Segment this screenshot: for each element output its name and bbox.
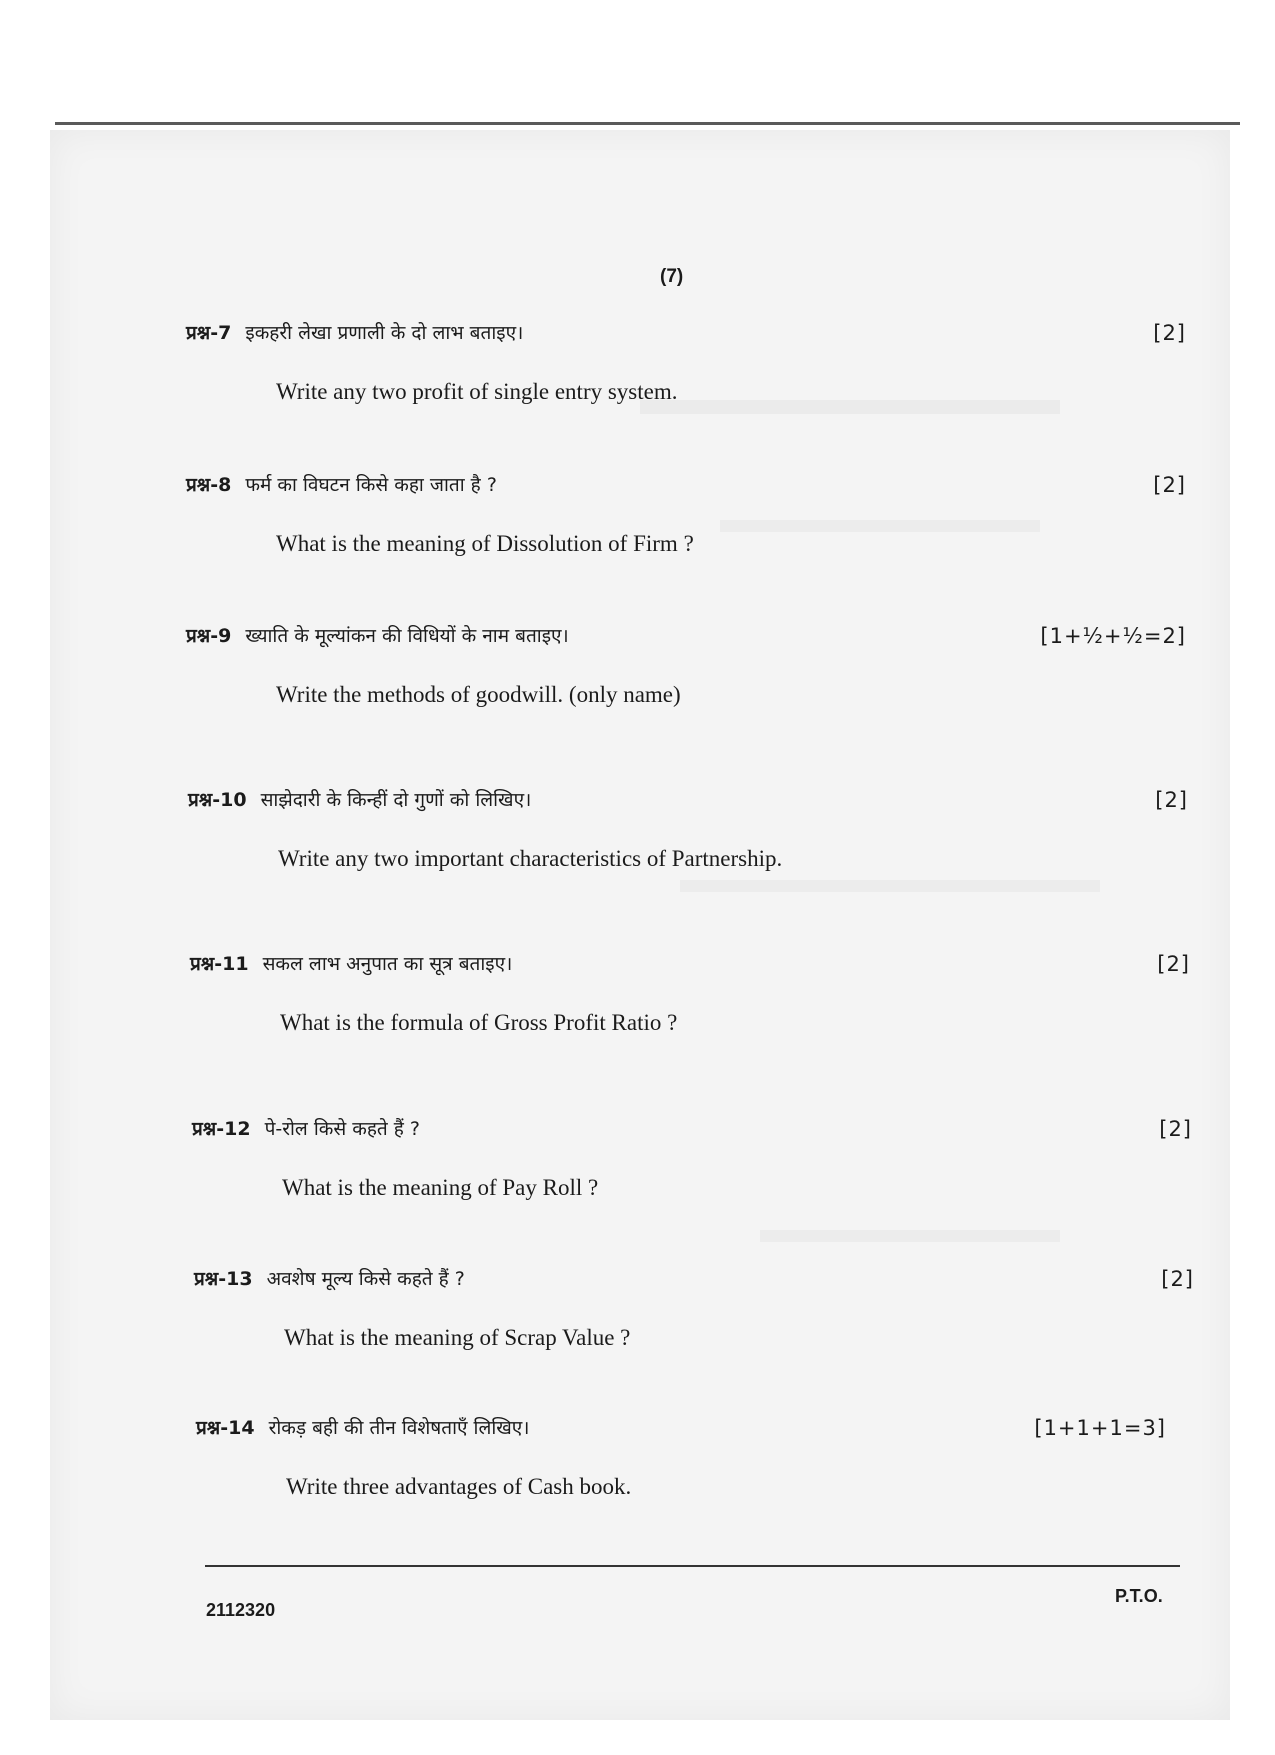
question-label: प्रश्न-7	[186, 322, 232, 344]
question-14	[196, 1415, 1166, 1500]
pto-label: P.T.O.	[1115, 1586, 1163, 1606]
question-9	[186, 623, 1186, 708]
question-10	[188, 787, 1188, 872]
question-13	[194, 1266, 1194, 1351]
question-english-text: Write three advantages of Cash book.	[286, 1474, 632, 1499]
question-label: प्रश्न-10	[188, 789, 247, 811]
question-marks: [1+½+½=2]	[1040, 624, 1186, 648]
question-11	[190, 951, 1190, 1036]
question-label: प्रश्न-13	[194, 1268, 253, 1290]
question-label: प्रश्न-11	[190, 953, 249, 975]
paper-code: 2112320	[206, 1600, 276, 1620]
question-marks: [2]	[1159, 1117, 1192, 1141]
question-7	[186, 320, 1186, 405]
question-marks: [2]	[1153, 321, 1186, 345]
question-marks: [2]	[1161, 1267, 1194, 1291]
question-english-text: What is the meaning of Dissolution of Firm ?	[276, 531, 694, 556]
question-hindi-text: सकल लाभ अनुपात का सूत्र बताइए।	[262, 953, 513, 975]
question-marks: [2]	[1157, 952, 1190, 976]
question-hindi-text: फर्म का विघटन किसे कहा जाता है ?	[245, 474, 497, 496]
question-hindi-text: साझेदारी के किन्हीं दो गुणों को लिखिए।	[260, 789, 532, 811]
question-english-text: What is the meaning of Scrap Value ?	[284, 1325, 631, 1350]
question-marks: [1+1+1=3]	[1034, 1416, 1166, 1440]
show-through-mark	[680, 880, 1100, 892]
question-english-text: Write the methods of goodwill. (only name)	[276, 682, 681, 707]
page-number: (7)	[660, 266, 684, 287]
footer-divider	[205, 1565, 1180, 1567]
question-label: प्रश्न-9	[186, 625, 232, 647]
question-english-text: What is the meaning of Pay Roll ?	[282, 1175, 599, 1200]
question-label: प्रश्न-8	[186, 474, 232, 496]
question-english-text: Write any two important characteristics of Partnership.	[278, 846, 783, 871]
question-8	[186, 472, 1186, 557]
paper-top-edge	[55, 122, 1240, 125]
question-hindi-text: ख्याति के मूल्यांकन की विधियों के नाम बताइए।	[245, 625, 569, 647]
question-english-text: Write any two profit of single entry system.	[276, 379, 678, 404]
question-hindi-text: अवशेष मूल्य किसे कहते हैं ?	[266, 1268, 465, 1290]
question-hindi-text: इकहरी लेखा प्रणाली के दो लाभ बताइए।	[245, 322, 524, 344]
question-marks: [2]	[1155, 788, 1188, 812]
question-hindi-text: पे-रोल किसे कहते हैं ?	[264, 1118, 421, 1140]
question-label: प्रश्न-12	[192, 1118, 251, 1140]
question-12	[192, 1116, 1192, 1201]
question-english-text: What is the formula of Gross Profit Ratio ?	[280, 1010, 678, 1035]
show-through-mark	[760, 1230, 1060, 1242]
question-marks: [2]	[1153, 473, 1186, 497]
question-label: प्रश्न-14	[196, 1417, 255, 1439]
question-hindi-text: रोकड़ बही की तीन विशेषताएँ लिखिए।	[268, 1417, 530, 1439]
